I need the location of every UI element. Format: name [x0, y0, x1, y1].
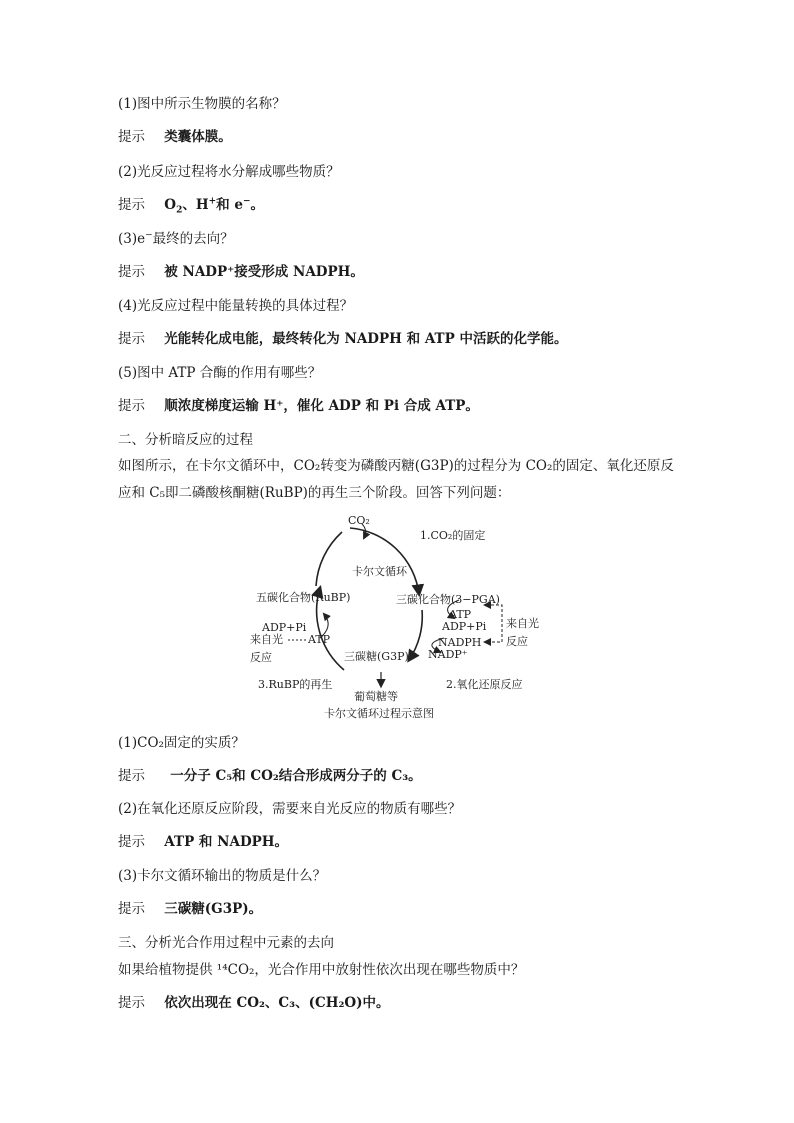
s2-question-2: (2)在氧化还原反应阶段，需要来自光反应的物质有哪些？ [118, 801, 462, 817]
answer-2 [118, 196, 264, 214]
s2-answer-2 [118, 833, 288, 851]
light-left-1: 来自光 [250, 633, 283, 646]
calvin-cycle-diagram [244, 510, 564, 725]
s2-question-1: (1)CO₂固定的实质？ [118, 735, 245, 751]
hint-label: 提示 [118, 264, 145, 280]
c3-label: 三碳化合物(3−PGA) [396, 593, 500, 606]
atp-left-label: ATP [308, 633, 331, 646]
s2-question-3: (3)卡尔文循环输出的物质是什么？ [118, 868, 327, 884]
answer-text: 一分子 C₅和 CO₂结合形成两分子的 C₃。 [170, 768, 422, 784]
cycle-arc-join [316, 532, 342, 586]
cycle-center-label: 卡尔文循环 [352, 565, 407, 578]
adppi-left-label: ADP+Pi [262, 621, 307, 634]
answer-1 [118, 128, 232, 146]
hint-label: 提示 [118, 197, 145, 213]
light-right-1: 来自光 [506, 617, 539, 630]
hint-label: 提示 [118, 398, 145, 414]
hint-label: 提示 [118, 129, 145, 145]
hint-label: 提示 [118, 331, 145, 347]
s3-question: 如果给植物提供 ¹⁴CO₂，光合作用中放射性依次出现在哪些物质中？ [118, 962, 525, 978]
question-3: (3)e−最终的去向？ [118, 230, 234, 247]
answer-text: 类囊体膜。 [164, 129, 232, 145]
hint-label: 提示 [118, 995, 145, 1011]
s2-answer-3 [118, 900, 262, 918]
stage-2-label: 2.氧化还原反应 [446, 678, 523, 691]
answer-text: 光能转化成电能，最终转化为 NADPH 和 ATP 中活跃的化学能。 [164, 331, 568, 347]
g3p-label: 三碳糖(G3P) [344, 650, 409, 663]
answer-5 [118, 397, 479, 415]
answer-3 [118, 263, 364, 281]
answer-text: 三碳糖(G3P)。 [164, 901, 263, 917]
light-bracket-right [491, 605, 502, 642]
answer-text: 被 NADP⁺接受形成 NADPH。 [164, 264, 364, 280]
adppi-right-label: ADP+Pi [442, 620, 487, 633]
question-4: (4)光反应过程中能量转换的具体过程？ [118, 298, 354, 314]
light-right-2: 反应 [506, 635, 528, 648]
cycle-arc-top [350, 528, 419, 594]
light-left-2: 反应 [250, 651, 272, 664]
hint-label: 提示 [118, 901, 145, 917]
question-1: (1)图中所示生物膜的名称？ [118, 96, 286, 112]
nadp-label: NADP⁺ [428, 648, 468, 661]
question-5: (5)图中 ATP 合酶的作用有哪些？ [118, 365, 322, 381]
answer-text: $O_2$、H+和 e−。 [164, 196, 264, 216]
hint-label: 提示 [118, 834, 145, 850]
question-2: (2)光反应过程将水分解成哪些物质？ [118, 164, 340, 180]
section-3-heading: 三、分析光合作用过程中元素的去向 [118, 935, 334, 951]
hint-label: 提示 [118, 768, 145, 784]
c5-label: 五碳化合物(RuBP) [256, 591, 351, 604]
section-heading: 二、分析暗反应的过程 [118, 432, 253, 448]
answer-text: ATP 和 NADPH。 [164, 834, 289, 850]
nadph-label: NADPH [438, 636, 482, 649]
atp-right-label: ATP [449, 608, 472, 621]
intro-line-2: 应和 C₅即二磷酸核酮糖(RuBP)的再生三个阶段。回答下列问题： [118, 485, 511, 501]
glucose-label: 葡萄糖等 [354, 690, 398, 703]
s3-answer [118, 994, 390, 1012]
answer-text: 顺浓度梯度运输 H⁺，催化 ADP 和 Pi 合成 ATP。 [164, 398, 479, 414]
answer-4 [118, 330, 567, 348]
co2-label: CO₂ [348, 514, 370, 527]
s2-answer-1 [118, 767, 422, 785]
intro-line-1: 如图所示，在卡尔文循环中，CO₂转变为磷酸丙糖(G3P)的过程分为 CO₂的固定、氧化还原反 [118, 458, 674, 474]
stage-1-label: 1.CO₂的固定 [420, 529, 486, 542]
answer-text: 依次出现在 CO₂、C₃、(CH₂O)中。 [164, 995, 390, 1011]
diagram-caption: 卡尔文循环过程示意图 [324, 707, 434, 720]
stage-3-label: 3.RuBP的再生 [258, 678, 333, 691]
cycle-arc-right [409, 610, 422, 660]
